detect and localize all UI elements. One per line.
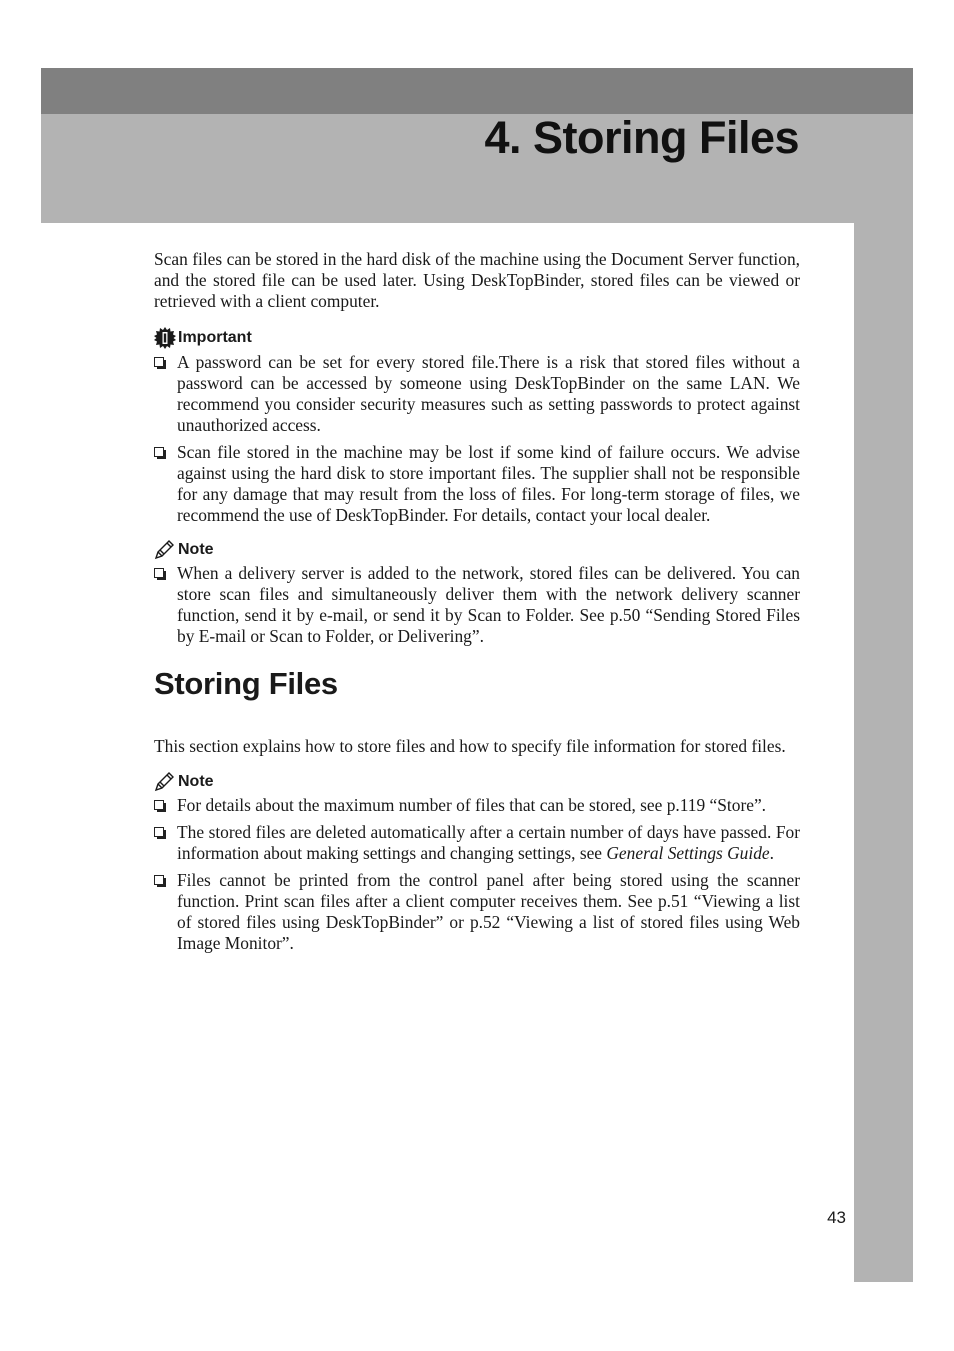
- note-label-text: Note: [178, 541, 214, 558]
- list-item: For details about the maximum number of files that can be stored, see p.119 “Store”.: [154, 795, 800, 816]
- intro-paragraph: Scan files can be stored in the hard disk of the machine using the Document Server function, and the stored file can be used later. Using DeskTopBinder, stored files can be viewed or retrieved with a client computer.: [154, 249, 800, 311]
- page-content: [154, 249, 800, 954]
- list-item: When a delivery server is added to the network, stored files can be delivered. You can store scan files and simultaneously deliver them with the network delivery scanner function, send it by e-mail, or send it by Scan to Folder. See p.50 “Sending Stored Files by E-mail or Scan to Folder, or Delivering”.: [154, 563, 800, 647]
- note-label: [154, 772, 800, 792]
- section-intro-paragraph: This section explains how to store files and how to specify file information for stored files.: [154, 736, 786, 756]
- list-item: A password can be set for every stored file.There is a risk that stored files without a password can be accessed by someone using DeskTopBinder on the same LAN. We recommend you consider security measures such as setting passwords to protect against unauthorized access.: [154, 352, 800, 436]
- checkbox-bullet-icon: [154, 800, 164, 810]
- section-title: Storing Files: [154, 666, 338, 701]
- note-list: [154, 563, 800, 647]
- important-list: [154, 352, 800, 526]
- important-icon: [154, 327, 176, 349]
- checkbox-bullet-icon: [154, 357, 164, 367]
- checkbox-bullet-icon: [154, 568, 164, 578]
- list-item: Files cannot be printed from the control panel after being stored using the scanner function. Print scan files after a client computer receives them. See p.51 “Viewing a list of stored files using DeskTopBinder” or p.52 “Viewing a list of stored files using Web Image Monitor”.: [154, 870, 800, 954]
- checkbox-bullet-icon: [154, 827, 164, 837]
- important-label: [154, 327, 800, 349]
- page-number: 43: [827, 1208, 846, 1227]
- checkbox-bullet-icon: [154, 875, 164, 885]
- note-label-text: Note: [178, 773, 214, 790]
- checkbox-bullet-icon: [154, 447, 164, 457]
- side-tab: [854, 223, 913, 1282]
- pencil-icon: [154, 772, 176, 792]
- doc-reference: General Settings Guide: [606, 843, 770, 863]
- pencil-icon: [154, 540, 176, 560]
- note-list: [154, 795, 800, 954]
- list-item: Scan file stored in the machine may be lost if some kind of failure occurs. We advise against using the hard disk to store important files. The supplier shall not be responsible for any damage that may result from the loss of files. For long-term storage of files, we recommend the use of DeskTopBinder. For details, contact your local dealer.: [154, 442, 800, 526]
- header-top-band: [41, 68, 913, 114]
- note-label: [154, 540, 800, 560]
- chapter-title: 4. Storing Files: [484, 112, 799, 163]
- important-label-text: Important: [178, 329, 252, 346]
- list-item: The stored files are deleted automatically after a certain number of days have passed. For information about making settings and changing settings, see General Settings Guide.: [154, 822, 800, 864]
